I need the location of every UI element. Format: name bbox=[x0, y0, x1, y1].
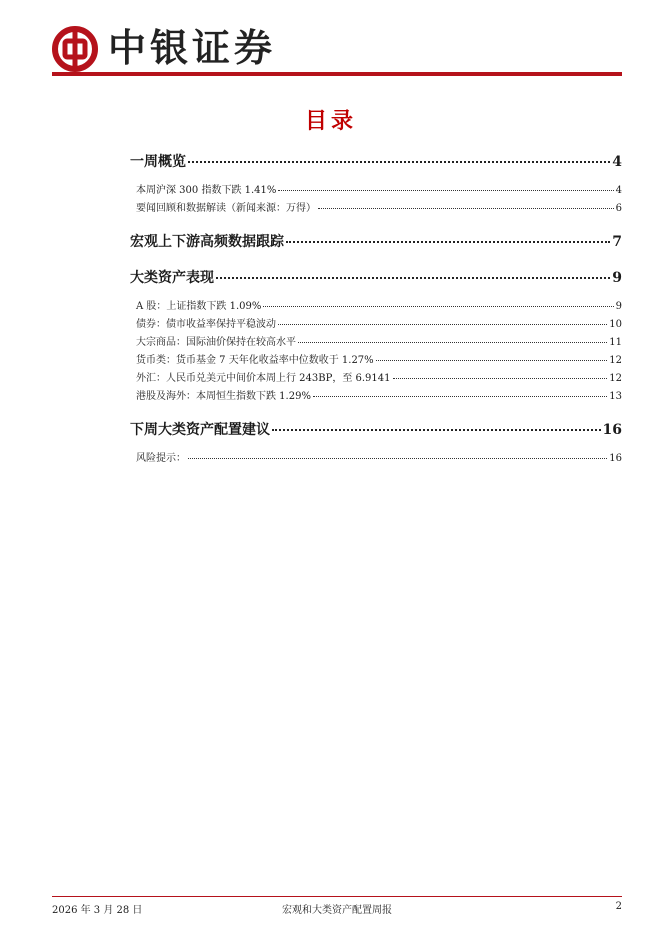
dot-leader bbox=[393, 377, 608, 379]
toc-subentry[interactable] bbox=[130, 334, 622, 352]
dot-leader bbox=[263, 305, 613, 307]
dot-leader bbox=[216, 276, 610, 279]
toc-subentry-page: 16 bbox=[609, 453, 622, 464]
toc-subentry[interactable] bbox=[130, 298, 622, 316]
toc-entry-page: 7 bbox=[612, 234, 622, 250]
toc-subentry-page: 13 bbox=[609, 391, 622, 402]
toc-entry-title: 下周大类资产配置建议 bbox=[130, 422, 270, 438]
dot-leader bbox=[318, 207, 614, 209]
toc-subentry-page: 12 bbox=[609, 355, 622, 366]
toc-subentry-title: 外汇：人民币兑美元中间价本周上行 243BP，至 6.9141 bbox=[136, 373, 391, 384]
toc-title: 目录 bbox=[304, 108, 357, 134]
dot-leader bbox=[278, 189, 613, 191]
toc-subentry-title: 债券：债市收益率保持平稳波动 bbox=[136, 319, 276, 330]
toc-entry[interactable] bbox=[130, 418, 622, 442]
toc-subentry-page: 9 bbox=[615, 301, 622, 312]
dot-leader bbox=[298, 341, 607, 343]
toc-entry-page: 4 bbox=[612, 154, 622, 170]
toc-subentry-title: 货币类：货币基金 7 天年化收益率中位数收于 1.27% bbox=[136, 355, 374, 366]
dot-leader bbox=[188, 457, 607, 459]
toc-entry-title: 一周概览 bbox=[130, 154, 186, 170]
page-footer bbox=[52, 896, 622, 920]
toc-entry-page: 9 bbox=[612, 270, 622, 286]
toc-entry[interactable] bbox=[130, 230, 622, 254]
toc-entry[interactable] bbox=[130, 266, 622, 290]
table-of-contents bbox=[130, 150, 622, 468]
toc-subentry[interactable] bbox=[130, 450, 622, 468]
toc-subentry-page: 12 bbox=[609, 373, 622, 384]
brand-name: 中银证券 bbox=[108, 25, 277, 70]
footer-page-number: 2 bbox=[615, 901, 622, 912]
toc-subentry-title: 要闻回顾和数据解读（新闻来源：万得） bbox=[136, 203, 316, 214]
toc-subentry-page: 11 bbox=[609, 337, 622, 348]
toc-subentry[interactable] bbox=[130, 370, 622, 388]
toc-subentry[interactable] bbox=[130, 182, 622, 200]
toc-subentry[interactable] bbox=[130, 316, 622, 334]
dot-leader bbox=[272, 428, 601, 431]
toc-subentry-page: 6 bbox=[615, 203, 622, 214]
toc-subentry-title: A 股：上证指数下跌 1.09% bbox=[136, 301, 262, 312]
toc-subentry-title: 大宗商品：国际油价保持在较高水平 bbox=[136, 337, 296, 348]
dot-leader bbox=[278, 323, 607, 325]
toc-subentry-title: 港股及海外：本周恒生指数下跌 1.29% bbox=[136, 391, 311, 402]
toc-subentry[interactable] bbox=[130, 352, 622, 370]
toc-entry[interactable] bbox=[130, 150, 622, 174]
dot-leader bbox=[188, 160, 610, 163]
dot-leader bbox=[286, 240, 610, 243]
toc-entry-title: 宏观上下游高频数据跟踪 bbox=[130, 234, 284, 250]
footer-report-title: 宏观和大类资产配置周报 bbox=[282, 905, 392, 916]
toc-subentry-page: 4 bbox=[615, 185, 622, 196]
header-rule bbox=[52, 72, 622, 76]
bank-of-china-logo-icon bbox=[52, 26, 98, 72]
toc-subentry[interactable] bbox=[130, 388, 622, 406]
page-header bbox=[52, 22, 622, 78]
toc-entry-title: 大类资产表现 bbox=[130, 270, 214, 286]
footer-rule bbox=[52, 896, 622, 897]
dot-leader bbox=[376, 359, 608, 361]
toc-subentry[interactable] bbox=[130, 200, 622, 218]
toc-entry-page: 16 bbox=[602, 422, 622, 438]
toc-subentry-page: 10 bbox=[609, 319, 622, 330]
toc-subentry-title: 风险提示： bbox=[136, 453, 186, 464]
dot-leader bbox=[313, 395, 607, 397]
toc-subentry-title: 本周沪深 300 指数下跌 1.41% bbox=[136, 185, 277, 196]
footer-date: 2026 年 3 月 28 日 bbox=[52, 905, 143, 916]
